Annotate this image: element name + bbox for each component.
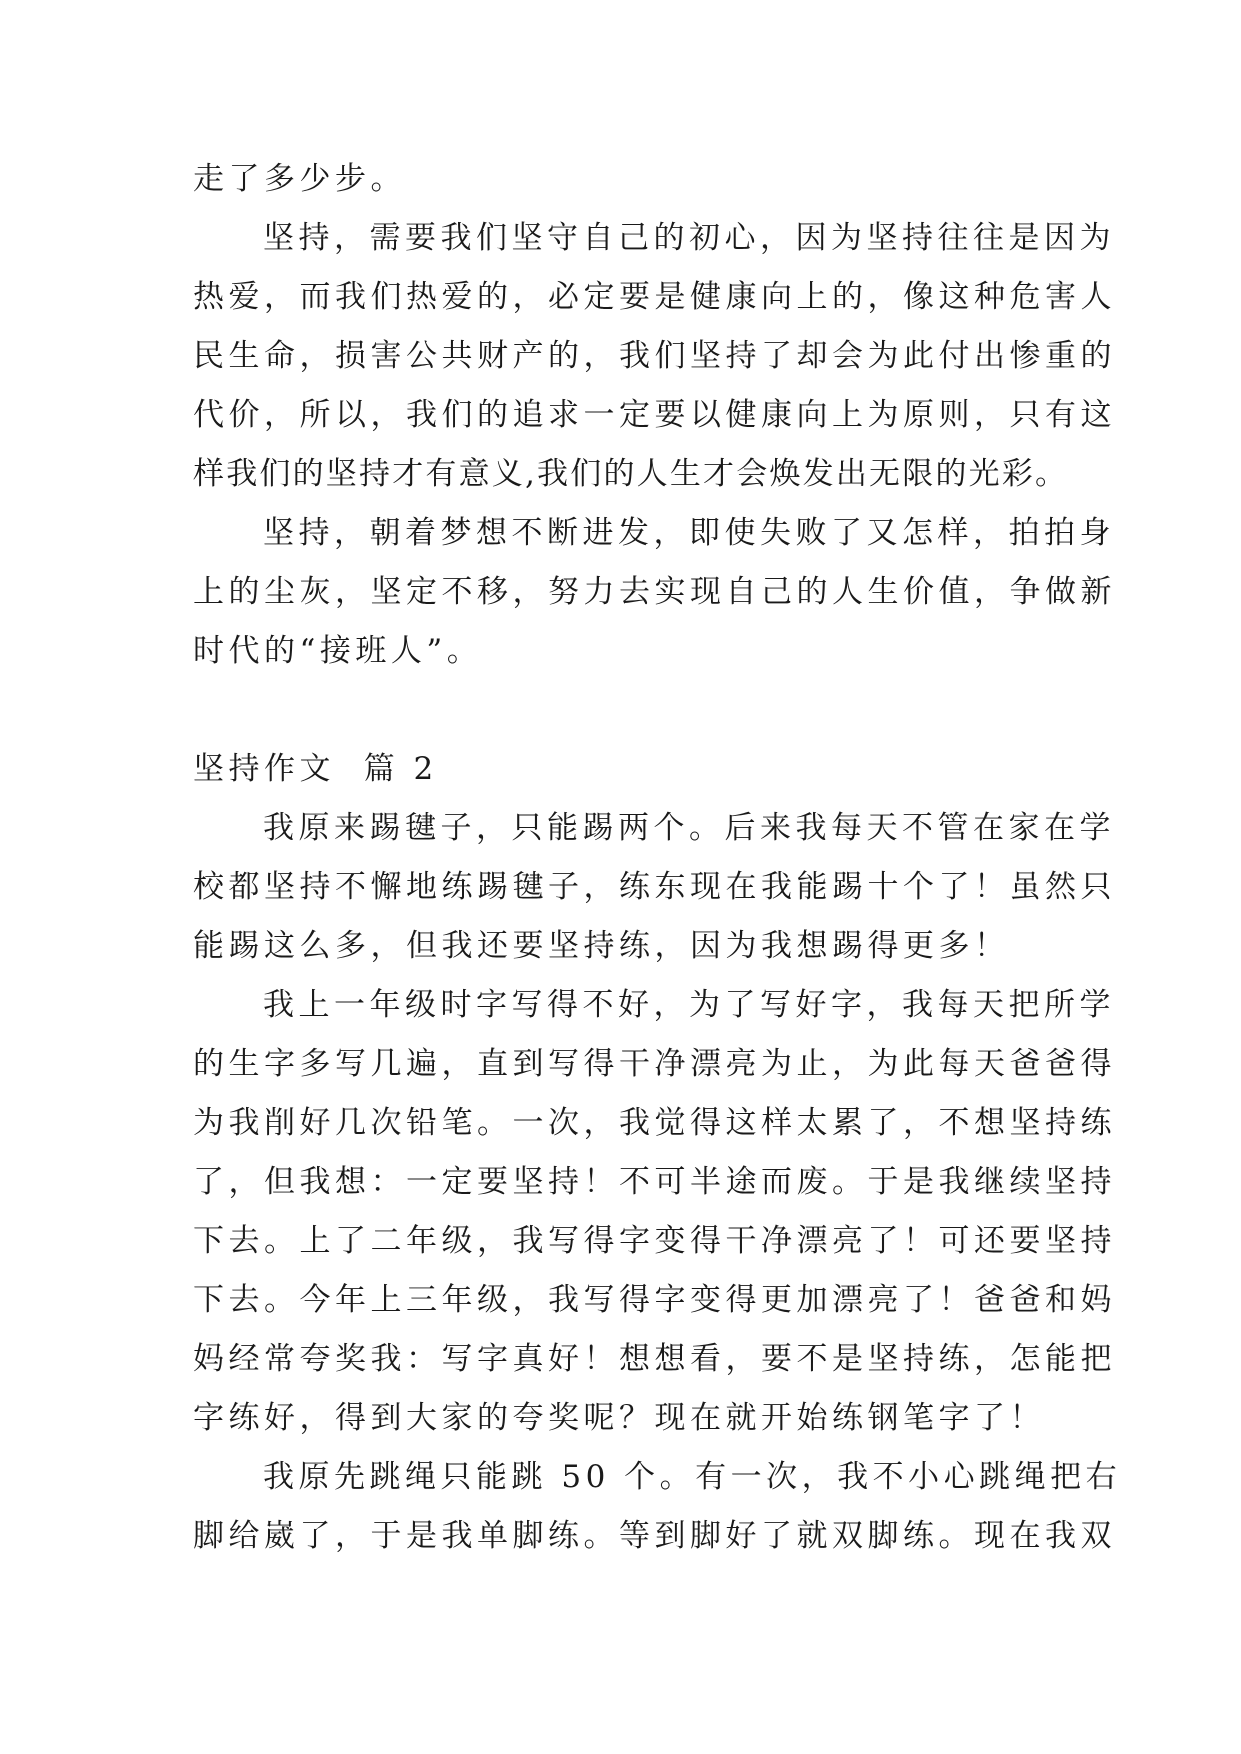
paragraph-line: 时代的“接班人”。: [193, 633, 483, 669]
paragraph-line: 我原来踢毽子，只能踢两个。后来我每天不管在家在学: [263, 810, 1115, 846]
paragraph-line: 民生命，损害公共财产的，我们坚持了却会为此付出惨重的: [193, 338, 1116, 374]
paragraph-line: 样我们的坚持才有意义,我们的人生才会焕发出无限的光彩。: [193, 456, 1069, 492]
paragraph-line: 妈经常夸奖我：写字真好！想想看，要不是坚持练，怎能把: [193, 1341, 1116, 1377]
paragraph-line: 了，但我想：一定要坚持！不可半途而废。于是我继续坚持: [193, 1164, 1116, 1200]
paragraph-line: 我原先跳绳只能跳 50 个。有一次，我不小心跳绳把右: [263, 1459, 1122, 1495]
document-body: [193, 150, 1122, 1566]
paragraph-line: 字练好，得到大家的夸奖呢？现在就开始练钢笔字了！: [193, 1400, 1045, 1436]
paragraph-line: 我上一年级时字写得不好，为了写好字，我每天把所学: [263, 987, 1115, 1023]
paragraph-line: 坚持，朝着梦想不断进发，即使失败了又怎样，拍拍身: [263, 515, 1115, 551]
paragraph-line: 校都坚持不懈地练踢毽子，练东现在我能踢十个了！虽然只: [193, 869, 1116, 905]
paragraph-line: 坚持，需要我们坚守自己的初心，因为坚持往往是因为: [263, 220, 1115, 256]
paragraph-line: 下去。今年上三年级，我写得字变得更加漂亮了！爸爸和妈: [193, 1282, 1116, 1318]
paragraph-line: 的生字多写几遍，直到写得干净漂亮为止，为此每天爸爸得: [193, 1046, 1116, 1082]
section-heading: 坚持作文 篇 2: [193, 751, 438, 787]
paragraph-line: 代价，所以，我们的追求一定要以健康向上为原则，只有这: [193, 397, 1116, 433]
paragraph-line: 脚给崴了，于是我单脚练。等到脚好了就双脚练。现在我双: [193, 1518, 1116, 1554]
paragraph-line: 下去。上了二年级，我写得字变得干净漂亮了！可还要坚持: [193, 1223, 1116, 1259]
paragraph-line: 热爱，而我们热爱的，必定要是健康向上的，像这种危害人: [193, 279, 1116, 315]
paragraph-line: 上的尘灰，坚定不移，努力去实现自己的人生价值，争做新: [193, 574, 1116, 610]
paragraph-line: 为我削好几次铅笔。一次，我觉得这样太累了，不想坚持练: [193, 1105, 1116, 1141]
paragraph-line: 能踢这么多，但我还要坚持练，因为我想踢得更多！: [193, 928, 1010, 964]
paragraph-line: 走了多少步。: [193, 161, 406, 197]
